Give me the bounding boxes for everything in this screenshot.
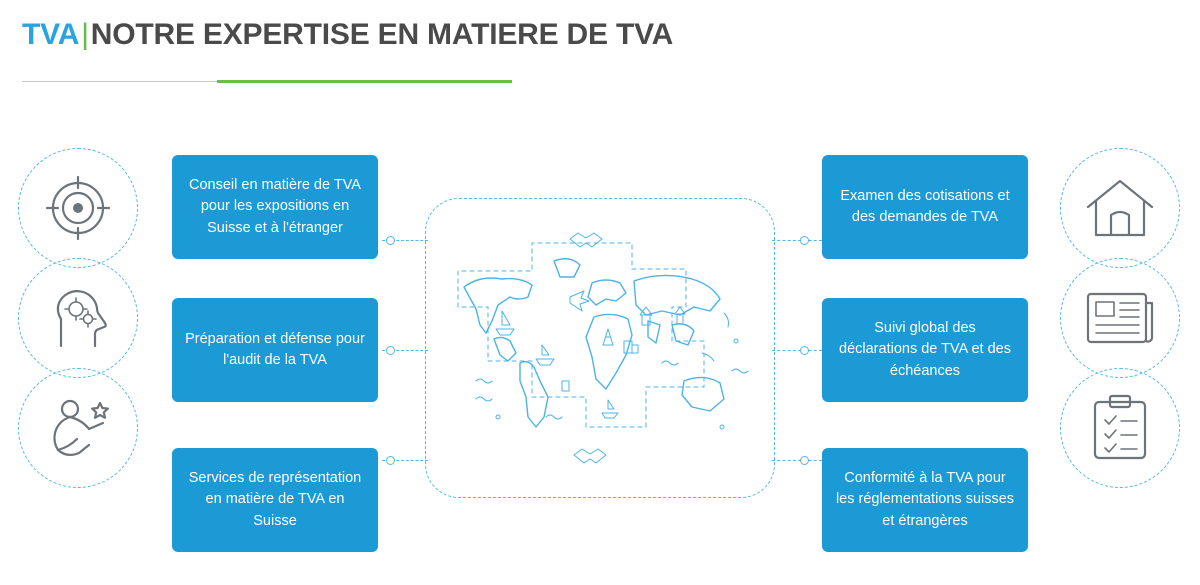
newspaper-icon — [1085, 289, 1155, 347]
right-box-3[interactable] — [822, 448, 1028, 552]
left-box-1-label: Conseil en matière de TVA pour les expositions en Suisse et à l'étranger — [189, 177, 361, 236]
left-icon-circle-1 — [18, 148, 138, 268]
connector-right-1 — [772, 240, 822, 242]
connector-right-2 — [772, 350, 822, 352]
right-icon-circle-2 — [1060, 258, 1180, 378]
connector-node-left-1 — [386, 236, 395, 245]
right-box-2[interactable] — [822, 298, 1028, 402]
right-box-1-label: Examen des cotisations et des demandes de TVA — [840, 187, 1010, 225]
title-divider — [22, 80, 722, 84]
left-box-2-label: Préparation et défense pour l'audit de la TVA — [185, 330, 365, 368]
left-box-1[interactable] — [172, 155, 378, 259]
page-title-accent: TVA — [22, 18, 80, 51]
right-icon-circle-1 — [1060, 148, 1180, 268]
clipboard-checklist-icon — [1091, 394, 1149, 462]
connector-node-left-2 — [386, 346, 395, 355]
connector-node-right-1 — [800, 236, 809, 245]
page-title-separator: | — [81, 18, 89, 51]
left-box-3-label: Services de représentation en matière de TVA en Suisse — [188, 470, 362, 529]
head-gears-icon — [45, 285, 111, 351]
superhero-icon — [45, 395, 111, 461]
right-icon-circle-3 — [1060, 368, 1180, 488]
house-icon — [1085, 177, 1155, 239]
page-header — [22, 18, 1182, 51]
connector-node-right-3 — [800, 456, 809, 465]
target-icon — [45, 175, 111, 241]
left-icon-circle-3 — [18, 368, 138, 488]
right-box-1[interactable] — [822, 155, 1028, 259]
connector-node-left-3 — [386, 456, 395, 465]
center-map-panel — [425, 198, 775, 498]
page-title-rest: NOTRE EXPERTISE EN MATIERE DE TVA — [90, 18, 674, 51]
left-box-2[interactable] — [172, 298, 378, 402]
connector-node-right-2 — [800, 346, 809, 355]
left-box-3[interactable] — [172, 448, 378, 552]
connector-right-3 — [772, 460, 822, 462]
right-box-2-label: Suivi global des déclarations de TVA et des échéances — [839, 320, 1011, 379]
diagram-canvas — [0, 110, 1200, 585]
right-box-3-label: Conformité à la TVA pour les réglementations suisses et étrangères — [835, 470, 1015, 529]
title-divider-green — [217, 80, 512, 83]
world-map-illustration — [436, 221, 766, 471]
left-icon-circle-2 — [18, 258, 138, 378]
page-title — [22, 18, 1182, 51]
